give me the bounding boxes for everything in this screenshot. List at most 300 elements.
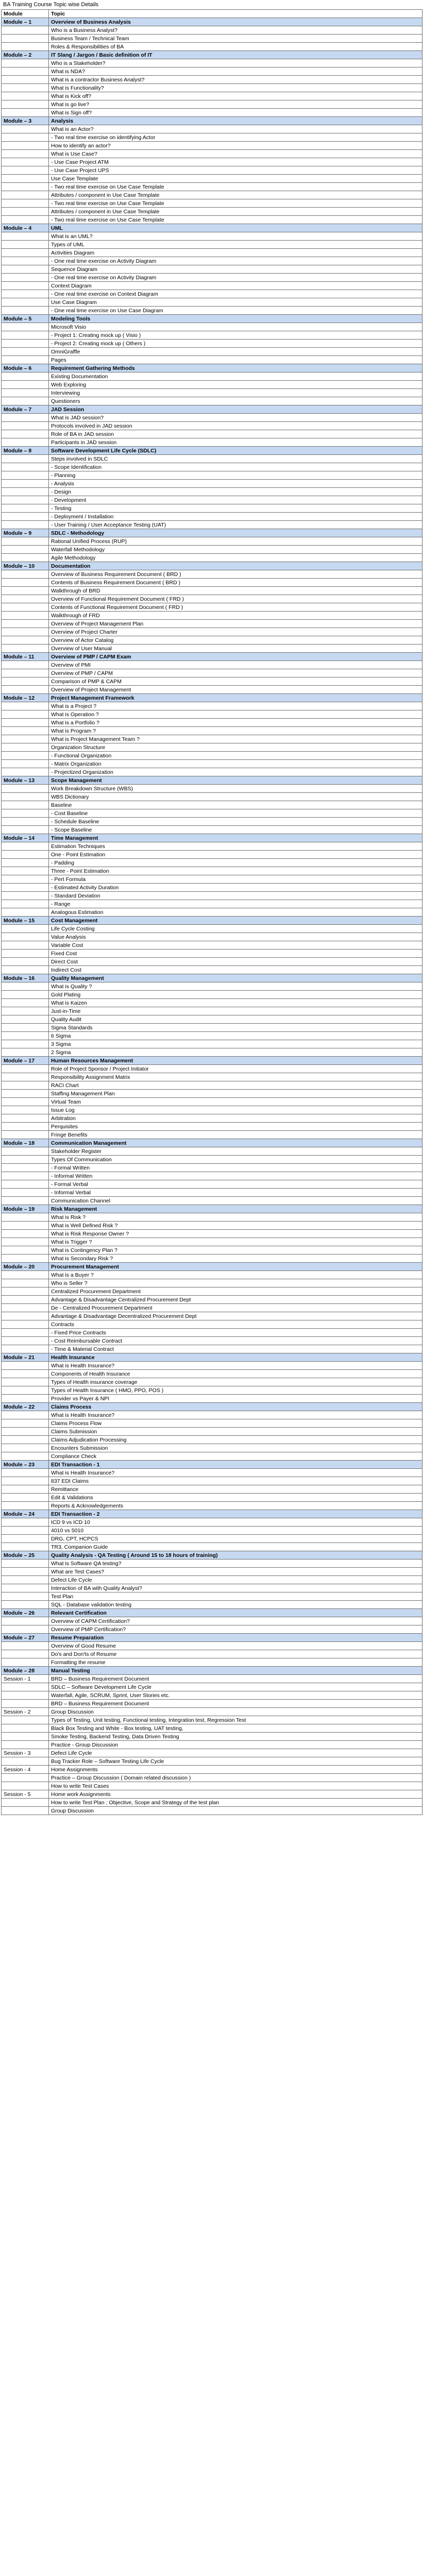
session-topic: BRD – Business Requirement Document [49,1700,422,1708]
topic-row [2,1584,422,1592]
topic-cell: 3 Sigma [49,1040,422,1048]
topic-cell: - Pert Formula [49,875,422,884]
topic-cell: What is NDA? [49,67,422,76]
module-cell-empty [2,612,49,620]
module-title: SDLC - Methodology [49,529,422,537]
topic-row [2,570,422,579]
topic-row [2,422,422,430]
topic-cell: Walkthrough of BRD [49,587,422,595]
module-cell-empty [2,1048,49,1057]
module-cell-empty [2,743,49,752]
topic-row [2,1452,422,1461]
session-label [2,1683,49,1691]
module-number: Module – 21 [2,1353,49,1362]
module-cell-empty [2,677,49,686]
module-number: Module – 9 [2,529,49,537]
topic-cell: Interviewing [49,389,422,397]
topic-row [2,809,422,818]
module-cell-empty [2,480,49,488]
module-number: Module – 27 [2,1634,49,1642]
module-number: Module – 10 [2,562,49,570]
module-row [2,653,422,661]
table-header-row [2,10,422,18]
topic-row [2,999,422,1007]
session-topic: Defect Life Cycle [49,1749,422,1757]
topic-cell: - Time & Material Contract [49,1345,422,1353]
module-cell-empty [2,1106,49,1114]
session-label [2,1724,49,1733]
module-row [2,1263,422,1271]
module-cell-empty [2,1164,49,1172]
topic-row [2,455,422,463]
topic-cell: Sequence Diagram [49,265,422,274]
session-row [2,1766,422,1774]
topic-cell: Overview of Actor Catalog [49,636,422,645]
document-title: BA Training Course Topic wise Details [3,2,99,8]
topic-row [2,496,422,504]
module-cell-empty [2,1518,49,1527]
session-row [2,1708,422,1716]
topic-cell: Roles & Responsibilities of BA [49,43,422,51]
module-title: Overview of Business Analysis [49,18,422,26]
topic-row [2,760,422,768]
module-cell-empty [2,999,49,1007]
topic-cell: Life Cycle Costing [49,925,422,933]
session-row [2,1757,422,1766]
topic-row [2,282,422,290]
topic-cell: 6 Sigma [49,1032,422,1040]
session-row [2,1790,422,1799]
topic-row [2,884,422,892]
session-label [2,1782,49,1790]
module-cell-empty [2,1568,49,1576]
topic-row [2,842,422,851]
topic-row [2,1131,422,1139]
topic-cell: Staffing Management Plan [49,1090,422,1098]
topic-row [2,801,422,809]
topic-row [2,290,422,298]
topic-cell: Who is Seller ? [49,1279,422,1287]
module-cell-empty [2,892,49,900]
topic-cell: What are Test Cases? [49,1568,422,1576]
topic-row [2,1625,422,1634]
module-row [2,776,422,785]
module-cell-empty [2,274,49,282]
module-number: Module – 22 [2,1403,49,1411]
topic-row [2,249,422,257]
module-cell-empty [2,1246,49,1255]
topic-cell: What is Operation ? [49,710,422,719]
topic-cell: Contents of Business Requirement Document ( BRD ) [49,579,422,587]
topic-cell: - Analysis [49,480,422,488]
topic-cell: Attributes / component in Use Case Template [49,191,422,199]
topic-row [2,232,422,241]
topic-cell: Overview of Functional Requirement Document ( FRD ) [49,595,422,603]
module-cell-empty [2,1477,49,1485]
module-cell-empty [2,1658,49,1667]
module-title: Procurement Management [49,1263,422,1271]
module-cell-empty [2,801,49,809]
topic-cell: Advantage & Disadvantage Centralized Procurement Dept [49,1296,422,1304]
module-cell-empty [2,133,49,142]
module-cell-empty [2,768,49,776]
topic-row [2,76,422,84]
topic-row [2,142,422,150]
session-row [2,1724,422,1733]
topic-cell: Centralized Procurement Department [49,1287,422,1296]
module-cell-empty [2,84,49,92]
topic-cell: Use Case Template [49,175,422,183]
topic-row [2,241,422,249]
topic-cell: Perquisites [49,1123,422,1131]
session-row [2,1691,422,1700]
module-cell-empty [2,397,49,405]
topic-row [2,603,422,612]
topic-row [2,933,422,941]
topic-cell: - Planning [49,471,422,480]
topic-cell: Existing Documentation [49,372,422,381]
session-label: Session - 2 [2,1708,49,1716]
module-cell-empty [2,1287,49,1296]
topic-cell: - Estimated Activity Duration [49,884,422,892]
topic-row [2,892,422,900]
topic-row [2,686,422,694]
topic-cell: - Deployment / Installation [49,513,422,521]
topic-cell: Fixed Cost [49,950,422,958]
topic-cell: Types of Health Insurance ( HMO, PPO, POS ) [49,1386,422,1395]
module-cell-empty [2,1543,49,1551]
module-cell-empty [2,809,49,818]
topic-row [2,1527,422,1535]
module-cell-empty [2,1296,49,1304]
topic-row [2,1395,422,1403]
module-title: Documentation [49,562,422,570]
topic-row [2,1123,422,1131]
module-number: Module – 5 [2,315,49,323]
topic-cell: What is Functionality? [49,84,422,92]
topic-row [2,727,422,735]
topic-cell: Overview of Project Management [49,686,422,694]
module-cell-empty [2,125,49,133]
topic-row [2,471,422,480]
module-row [2,917,422,925]
topic-row [2,1189,422,1197]
module-number: Module – 12 [2,694,49,702]
column-header-module: Module [2,10,49,18]
topic-cell: What is a contractor Business Analyst? [49,76,422,84]
topic-row [2,1494,422,1502]
module-cell-empty [2,1320,49,1329]
topic-cell: What is Risk ? [49,1213,422,1222]
module-title: IT Slang / Jargon / Basic definition of IT [49,51,422,59]
topic-row [2,768,422,776]
module-cell-empty [2,686,49,694]
module-cell-empty [2,710,49,719]
module-title: Scope Management [49,776,422,785]
module-cell-empty [2,1065,49,1073]
topic-cell: Context Diagram [49,282,422,290]
module-cell-empty [2,1123,49,1131]
topic-cell: Attributes / component in Use Case Template [49,208,422,216]
module-title: Health Insurance [49,1353,422,1362]
topic-cell: Agile Methodology [49,554,422,562]
topic-cell: What is an Actor? [49,125,422,133]
topic-row [2,546,422,554]
module-cell-empty [2,546,49,554]
module-title: Cost Management [49,917,422,925]
module-row [2,1139,422,1147]
module-row [2,694,422,702]
module-cell-empty [2,496,49,504]
topic-row [2,1015,422,1024]
topic-row [2,1090,422,1098]
module-cell-empty [2,1073,49,1081]
session-row [2,1683,422,1691]
topic-cell: Compliance Check [49,1452,422,1461]
module-cell-empty [2,59,49,67]
topic-row [2,1378,422,1386]
module-cell-empty [2,537,49,546]
topic-row [2,1172,422,1180]
module-cell-empty [2,232,49,241]
topic-cell: Do's and Don'ts of Resume [49,1650,422,1658]
topic-row [2,67,422,76]
module-cell-empty [2,1197,49,1205]
topic-row [2,743,422,752]
topic-row [2,1362,422,1370]
module-cell-empty [2,1329,49,1337]
module-cell-empty [2,282,49,290]
session-topic: Black Box Testing and White - Box testing, UAT testing, [49,1724,422,1733]
module-cell-empty [2,1238,49,1246]
topic-row [2,1658,422,1667]
topic-row [2,92,422,100]
topic-row [2,463,422,471]
topic-cell: Walkthrough of FRD [49,612,422,620]
module-cell-empty [2,100,49,109]
module-cell-empty [2,76,49,84]
module-cell-empty [2,1485,49,1494]
module-cell-empty [2,1527,49,1535]
topic-row [2,438,422,447]
topic-row [2,950,422,958]
topic-row [2,636,422,645]
topic-row [2,1312,422,1320]
module-cell-empty [2,719,49,727]
topic-cell: What is a Buyer ? [49,1271,422,1279]
topic-row [2,1650,422,1658]
module-number: Module – 16 [2,974,49,982]
module-cell-empty [2,1378,49,1386]
module-cell-empty [2,867,49,875]
topic-row [2,199,422,208]
module-cell-empty [2,1469,49,1477]
module-title: Risk Management [49,1205,422,1213]
topic-cell: Steps involved in SDLC [49,455,422,463]
topic-row [2,1419,422,1428]
module-cell-empty [2,587,49,595]
topic-row [2,1568,422,1576]
topic-cell: Types Of Communication [49,1156,422,1164]
session-topic: BRD – Business Requirement Document [49,1675,422,1683]
topic-row [2,966,422,974]
module-cell-empty [2,92,49,100]
topic-row [2,340,422,348]
topic-cell: Baseline [49,801,422,809]
topic-cell: OmniGraffle [49,348,422,356]
module-cell-empty [2,331,49,340]
topic-row [2,1032,422,1040]
topic-row [2,125,422,133]
topic-cell: Overview of CAPM Certification? [49,1617,422,1625]
topic-cell: Claims Process Flow [49,1419,422,1428]
topic-row [2,1601,422,1609]
module-cell-empty [2,1584,49,1592]
topic-row [2,1320,422,1329]
topic-cell: Web Exploring [49,381,422,389]
module-row [2,1510,422,1518]
topic-cell: Comparison of PMP & CAPM [49,677,422,686]
module-cell-empty [2,1535,49,1543]
topic-row [2,504,422,513]
session-label [2,1807,49,1815]
topic-cell: Formatting the resume [49,1658,422,1667]
session-label: Session - 3 [2,1749,49,1757]
topic-cell: 2 Sigma [49,1048,422,1057]
session-topic: Group Discussion [49,1708,422,1716]
topic-row [2,1428,422,1436]
module-cell-empty [2,521,49,529]
module-title: Manual Testing [49,1667,422,1675]
module-cell-empty [2,1172,49,1180]
topic-cell: - Design [49,488,422,496]
topic-cell: - Use Case Project ATM [49,158,422,166]
module-cell-empty [2,875,49,884]
module-cell-empty [2,208,49,216]
topic-row [2,372,422,381]
topic-cell: - Project 1: Creating mock up ( Visio ) [49,331,422,340]
topic-cell: - Formal Verbal [49,1180,422,1189]
topic-row [2,1617,422,1625]
topic-row [2,26,422,35]
module-cell-empty [2,925,49,933]
topic-row [2,1345,422,1353]
topic-cell: Work Breakdown Structure (WBS) [49,785,422,793]
module-cell-empty [2,1114,49,1123]
topic-row [2,595,422,603]
module-cell-empty [2,941,49,950]
module-cell-empty [2,1494,49,1502]
module-cell-empty [2,323,49,331]
topic-row [2,257,422,265]
topic-row [2,1098,422,1106]
session-topic: Types of Testing, Unit testing, Functional testing, Integration test, Regression Test [49,1716,422,1724]
session-row [2,1799,422,1807]
session-label: Session - 1 [2,1675,49,1683]
topic-cell: - Scope Baseline [49,826,422,834]
topic-row [2,628,422,636]
topic-cell: Value Analysis [49,933,422,941]
topic-row [2,1147,422,1156]
topic-row [2,166,422,175]
topic-row [2,323,422,331]
topic-row [2,1213,422,1222]
topic-cell: TR3, Companion Guide [49,1543,422,1551]
module-cell-empty [2,1032,49,1040]
module-title: Communication Management [49,1139,422,1147]
module-cell-empty [2,636,49,645]
topic-row [2,265,422,274]
topic-cell: - Informal Verbal [49,1189,422,1197]
topic-row [2,1535,422,1543]
topic-row [2,100,422,109]
topic-row [2,785,422,793]
topic-row [2,645,422,653]
topic-cell: What is Trigger ? [49,1238,422,1246]
topic-cell: Issue Log [49,1106,422,1114]
topic-cell: Overview of PMP Certification? [49,1625,422,1634]
module-cell-empty [2,307,49,315]
module-cell-empty [2,1081,49,1090]
module-cell-empty [2,900,49,908]
topic-row [2,859,422,867]
module-number: Module – 3 [2,117,49,125]
module-number: Module – 2 [2,51,49,59]
topic-row [2,208,422,216]
module-cell-empty [2,1411,49,1419]
module-cell-empty [2,818,49,826]
topic-cell: 4010 vs 5010 [49,1527,422,1535]
topic-row [2,59,422,67]
topic-cell: What is an UML? [49,232,422,241]
session-row [2,1749,422,1757]
topic-row [2,1444,422,1452]
session-row [2,1807,422,1815]
module-cell-empty [2,1040,49,1048]
module-cell-empty [2,1452,49,1461]
module-number: Module – 15 [2,917,49,925]
topic-cell: - Cost Reimbursable Contract [49,1337,422,1345]
topic-row [2,1065,422,1073]
module-title: EDI Transaction - 1 [49,1461,422,1469]
topic-cell: What is Project Management Team ? [49,735,422,743]
topic-row [2,1164,422,1172]
module-cell-empty [2,1370,49,1378]
module-cell-empty [2,504,49,513]
module-number: Module – 13 [2,776,49,785]
topic-row [2,1222,422,1230]
topic-row [2,1271,422,1279]
module-cell-empty [2,35,49,43]
topic-row [2,1287,422,1296]
module-number: Module – 25 [2,1551,49,1560]
topic-row [2,356,422,364]
session-topic: Smoke Testing, Backend Testing, Data Driven Testing [49,1733,422,1741]
module-cell-empty [2,966,49,974]
topic-cell: - Matrix Organization [49,760,422,768]
module-cell-empty [2,290,49,298]
session-topic: Group Discussion [49,1807,422,1815]
module-cell-empty [2,851,49,859]
module-cell-empty [2,1601,49,1609]
session-label [2,1774,49,1782]
topic-cell: Components of Health Insurance [49,1370,422,1378]
module-cell-empty [2,1098,49,1106]
module-row [2,1634,422,1642]
module-cell-empty [2,1131,49,1139]
module-cell-empty [2,1642,49,1650]
topic-cell: Organization Structure [49,743,422,752]
